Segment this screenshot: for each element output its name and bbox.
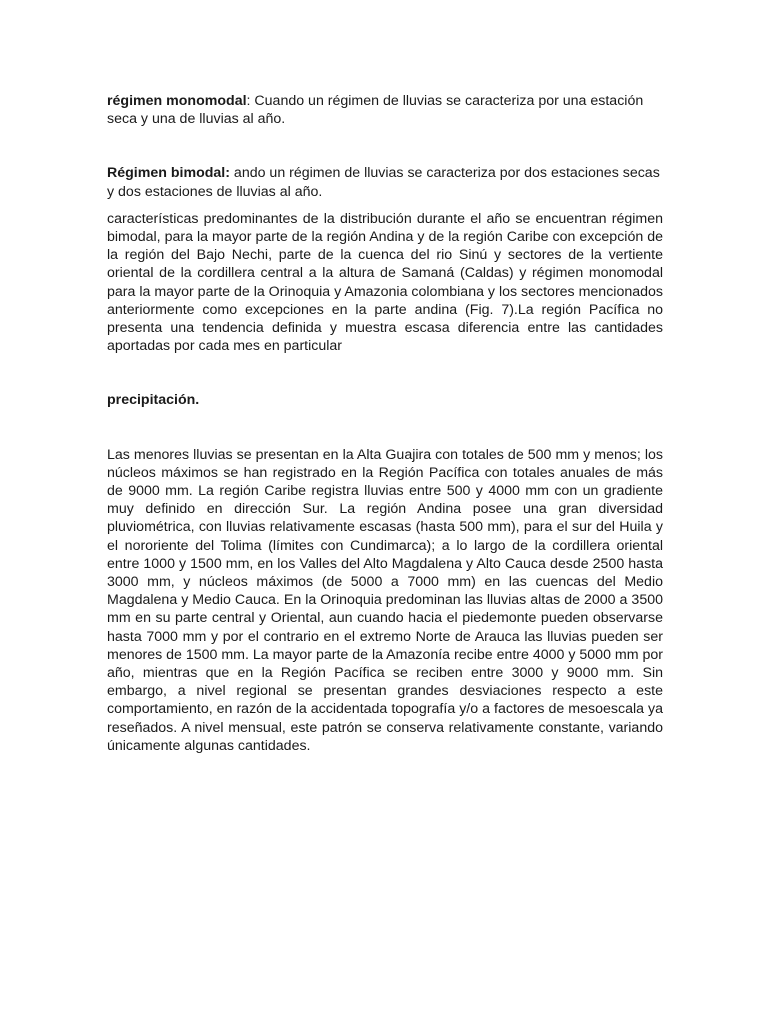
caracteristicas-paragraph: características predominantes de la distribución durante el año se encuentran régimen bimodal, para la mayor parte de la región Andina y de la región Caribe con excepción de la región del Bajo Nechi, parte de la cuenca del rio Sinú y sectores de la vertiente oriental de la cordillera central a la altura de Samaná (Caldas) y régimen monomodal para la mayor parte de la Orinoquia y Amazonia colombiana y los sectores mencionados anteriormente como excepciones en la parte andina (Fig. 7).La región Pacífica no presenta una tendencia definida y muestra escasa diferencia entre las cantidades aportadas por cada mes en particular [107, 210, 663, 355]
regimen-bimodal-text: ando un régimen de lluvias se caracteriza por dos estaciones secas y dos estaciones de lluvias al año. [107, 165, 660, 200]
regimen-monomodal-definition [107, 92, 663, 128]
regimen-monomodal-text: : Cuando un régimen de lluvias se caracteriza por una estación seca y una de lluvias al año. [107, 93, 644, 128]
precipitacion-paragraph: Las menores lluvias se presentan en la Alta Guajira con totales de 500 mm y menos; los núcleos máximos se han registrado en la Región Pacífica con totales anuales de más de 9000 mm. La región Caribe registra lluvias entre 500 y 4000 mm con un gradiente muy definido en dirección Sur. La región Andina posee una gran diversidad pluviométrica, con lluvias relativamente escasas (hasta 500 mm), para el sur del Huila y el nororiente del Tolima (límites con Cundimarca); a lo largo de la cordillera oriental entre 1000 y 1500 mm, en los Valles del Alto Magdalena y Alto Cauca desde 2500 hasta 3000 mm, y núcleos máximos (de 5000 a 7000 mm) en las cuencas del Medio Magdalena y Medio Cauca. En la Orinoquia predominan las lluvias altas de 2000 a 3500 mm en su parte central y Oriental, aun cuando hacia el piedemonte pueden observarse hasta 7000 mm y por el contrario en el extremo Norte de Arauca las lluvias pueden ser menores de 1500 mm. La mayor parte de la Amazonía recibe entre 4000 y 5000 mm por año, mientras que en la Región Pacífica se reciben entre 3000 y 9000 mm. Sin embargo, a nivel regional se presentan grandes desviaciones respecto a este comportamiento, en razón de la accidentada topografía y/o a factores de mesoescala ya reseñados. A nivel mensual, este patrón se conserva relativamente constante, variando únicamente algunas cantidades. [107, 446, 663, 754]
regimen-bimodal-definition [107, 164, 663, 200]
regimen-monomodal-term: régimen monomodal [107, 93, 247, 109]
regimen-bimodal-term: Régimen bimodal: [107, 165, 230, 182]
document-page [107, 92, 663, 755]
precipitacion-heading: precipitación. [107, 392, 200, 409]
